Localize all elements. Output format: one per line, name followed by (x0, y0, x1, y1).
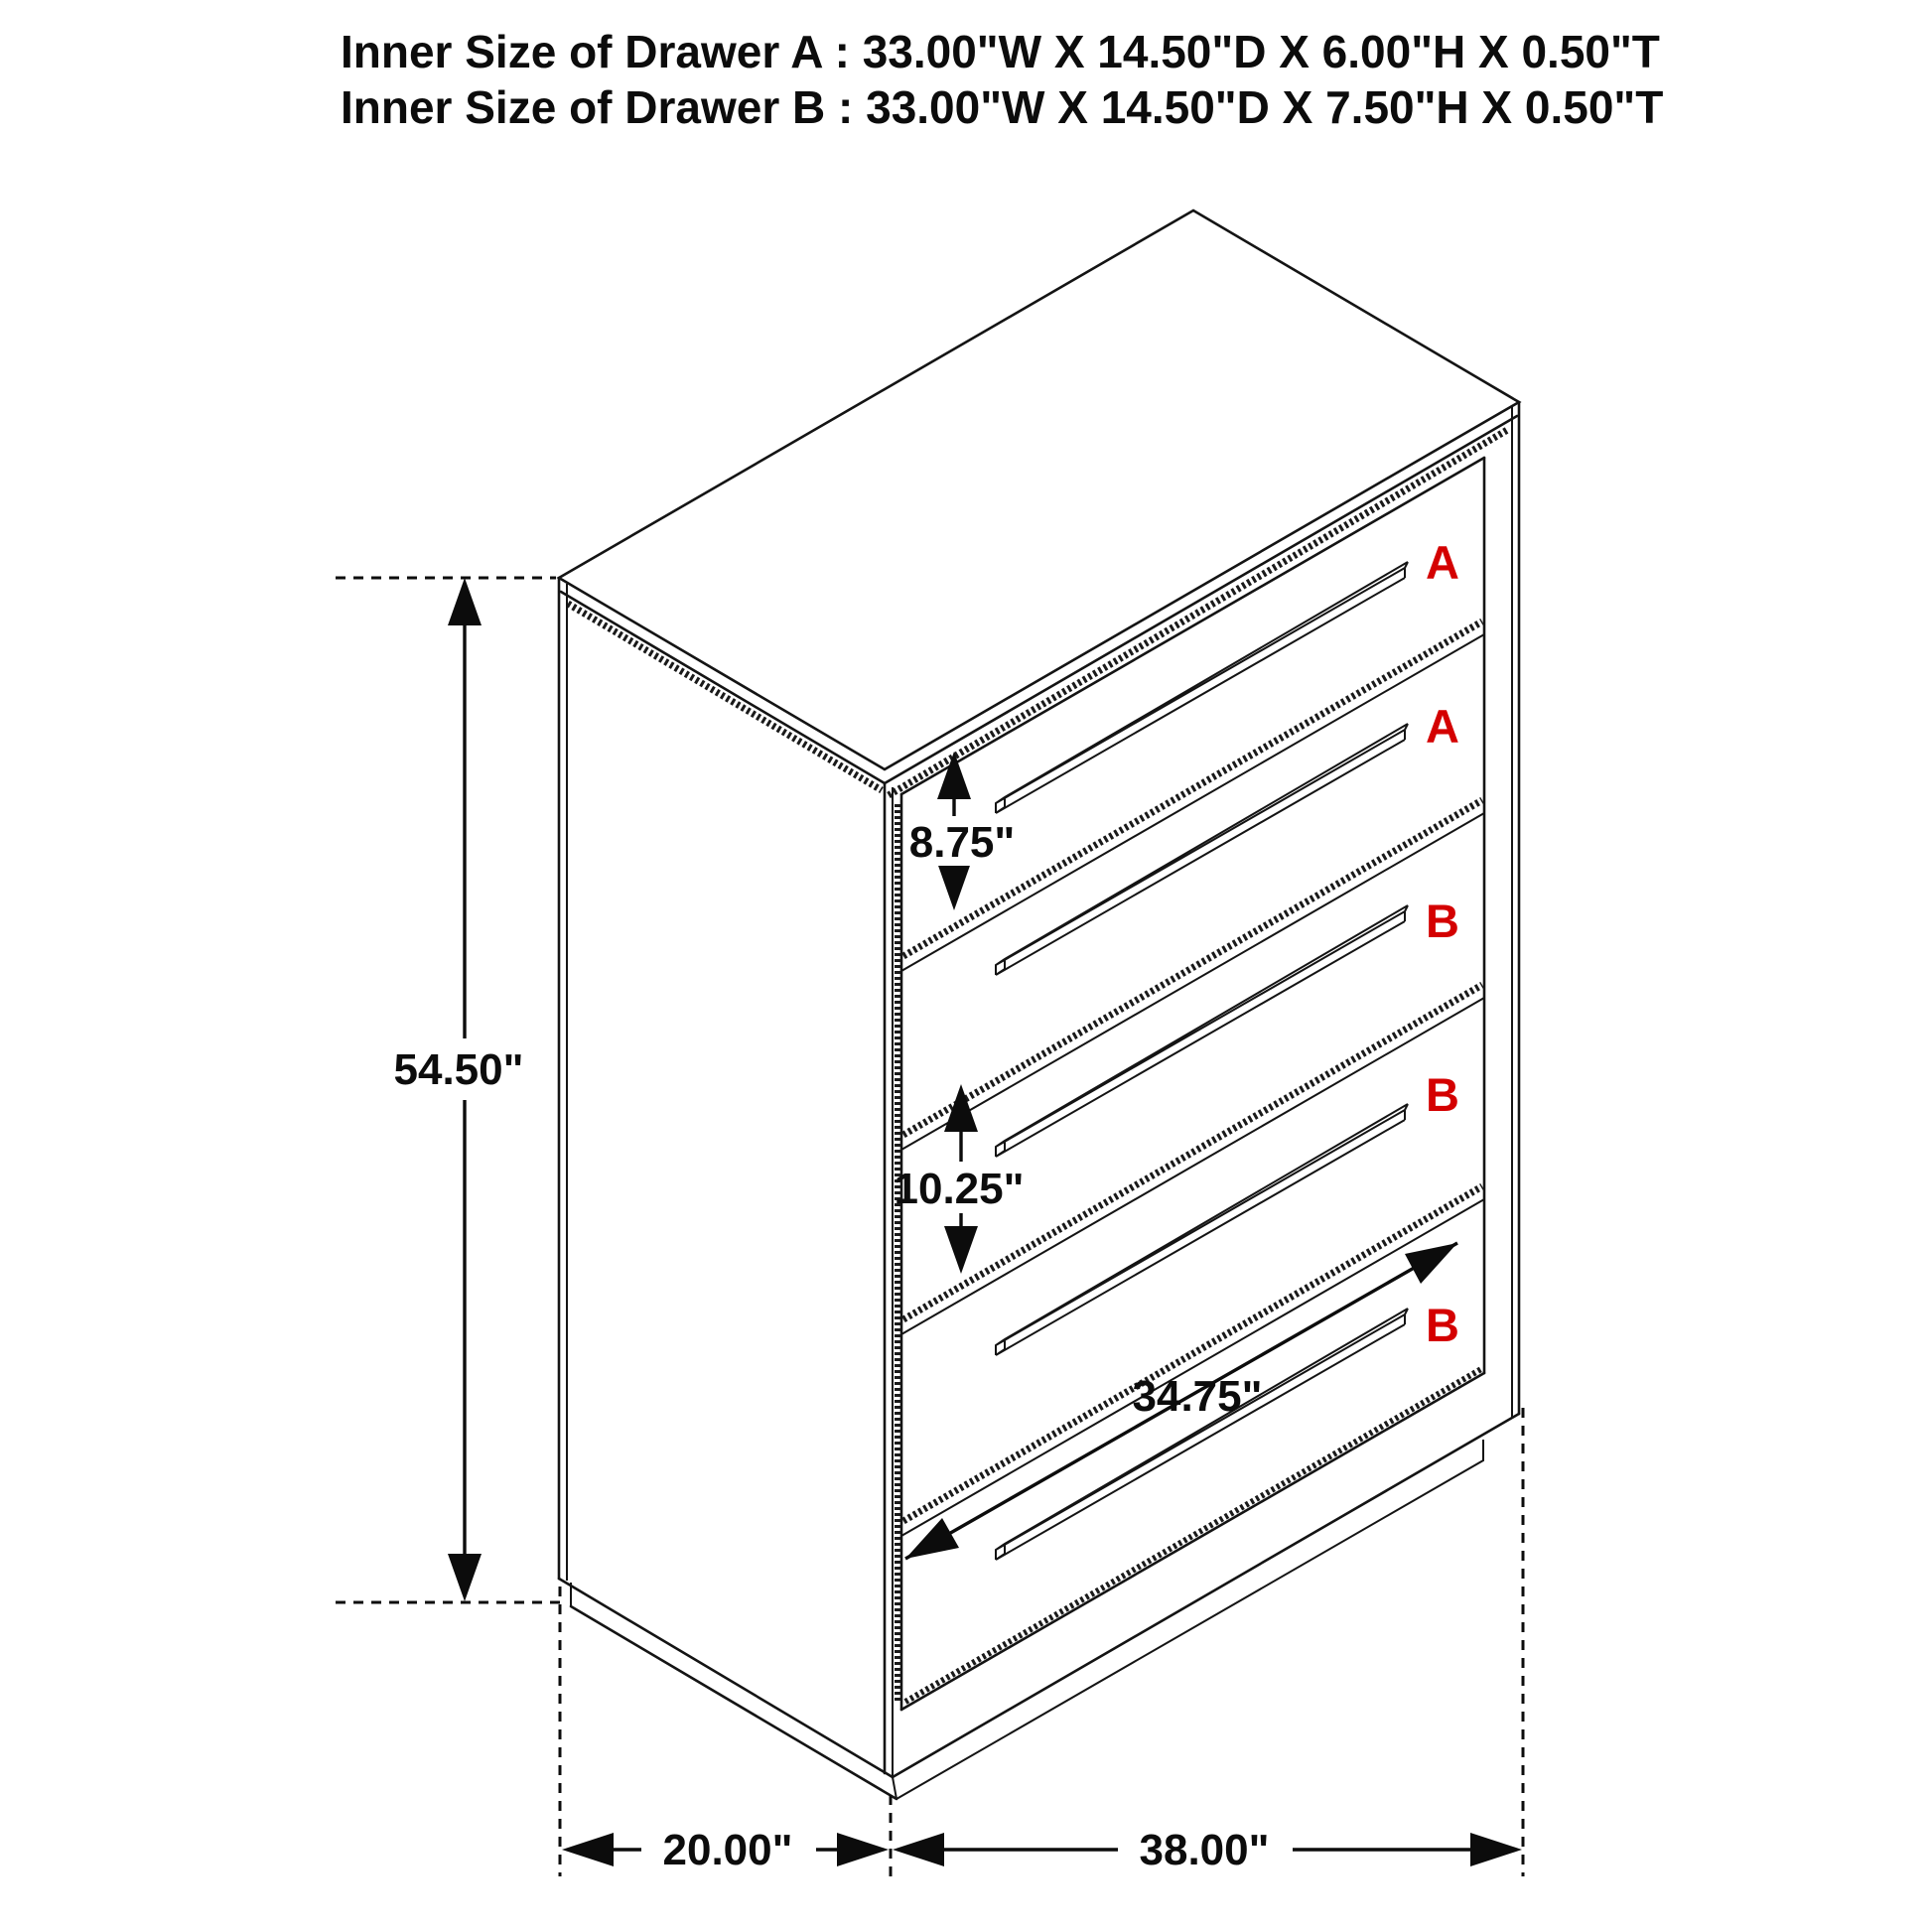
top-edge-shadow-left (568, 604, 882, 790)
dimension-bottom (560, 1408, 1523, 1876)
arrow-right-icon (1470, 1833, 1522, 1866)
dimension-drawer-b-face (895, 1084, 1025, 1274)
drawer-label-b1: B (1426, 895, 1459, 947)
drawer-a-face-value: 8.75" (908, 818, 1016, 867)
arrow-left-icon (893, 1833, 944, 1866)
dimension-total-height (336, 578, 560, 1602)
dimension-drawer-a-face (909, 752, 1016, 910)
arrow-up-icon (448, 578, 482, 625)
arrow-down-icon (944, 1226, 978, 1274)
cabinet-top-face (559, 210, 1519, 795)
drawer-label-b2: B (1426, 1068, 1459, 1121)
arrow-down-icon (448, 1554, 482, 1601)
drawer-handle (996, 724, 1408, 975)
drawer-gap-1 (903, 621, 1482, 956)
drawer-gap-3 (903, 985, 1482, 1319)
drawer-b-face-value: 10.25" (894, 1165, 1025, 1213)
drawer-label-a2: A (1426, 700, 1459, 753)
title-line-drawer-b: Inner Size of Drawer B : 33.00"W X 14.50"D X 7.50"H X 0.50"T (341, 81, 1664, 133)
total-height-value: 54.50" (393, 1045, 524, 1094)
arrow-down-icon (937, 863, 971, 910)
drawer-gap-4 (903, 1186, 1482, 1521)
top-edge-shadow-right (889, 429, 1509, 795)
drawer-handle (996, 1104, 1408, 1355)
width-value: 38.00" (1139, 1826, 1270, 1874)
arrow-right-icon (837, 1833, 889, 1866)
drawer-handle (996, 905, 1408, 1157)
cabinet-front-frame (885, 402, 1519, 1799)
diagonal-width-value: 34.75" (1132, 1372, 1263, 1421)
arrow-down-left-icon (905, 1518, 959, 1559)
depth-value: 20.00" (662, 1826, 793, 1874)
title-line-drawer-a: Inner Size of Drawer A : 33.00"W X 14.50"D X 6.00"H X 0.50"T (341, 26, 1660, 77)
arrow-left-icon (562, 1833, 614, 1866)
dimension-diagonal-width (905, 1243, 1457, 1559)
drawer-label-a1: A (1426, 536, 1459, 589)
arrow-up-right-icon (1405, 1243, 1457, 1284)
arrow-up-icon (937, 752, 971, 799)
drawer-label-b3: B (1426, 1299, 1459, 1351)
